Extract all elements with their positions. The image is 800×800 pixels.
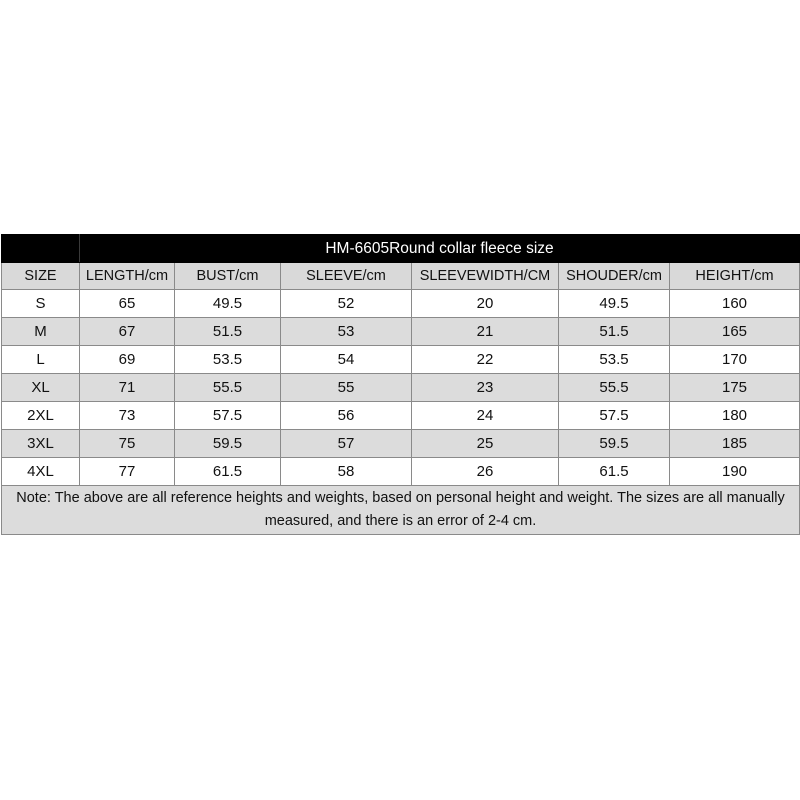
table-row xyxy=(2,402,800,430)
cell-bust: 57.5 xyxy=(175,402,281,430)
header-sleeve: SLEEVE/cm xyxy=(281,263,412,290)
header-row xyxy=(2,263,800,290)
cell-sleeve: 53 xyxy=(281,318,412,346)
cell-shoulder: 53.5 xyxy=(559,346,670,374)
cell-shoulder: 49.5 xyxy=(559,290,670,318)
cell-bust: 59.5 xyxy=(175,430,281,458)
cell-shoulder: 59.5 xyxy=(559,430,670,458)
cell-length: 77 xyxy=(80,458,175,486)
cell-sleeve: 58 xyxy=(281,458,412,486)
cell-bust: 53.5 xyxy=(175,346,281,374)
cell-shoulder: 57.5 xyxy=(559,402,670,430)
cell-height: 165 xyxy=(670,318,800,346)
cell-height: 180 xyxy=(670,402,800,430)
cell-bust: 55.5 xyxy=(175,374,281,402)
cell-sleeve-width: 25 xyxy=(412,430,559,458)
table-row xyxy=(2,458,800,486)
header-shoulder: SHOUDER/cm xyxy=(559,263,670,290)
header-sleeve-width: SLEEVEWIDTH/CM xyxy=(412,263,559,290)
title-row xyxy=(2,235,800,263)
cell-size: 2XL xyxy=(2,402,80,430)
cell-size: 3XL xyxy=(2,430,80,458)
table-title: HM-6605Round collar fleece size xyxy=(80,235,800,263)
cell-height: 160 xyxy=(670,290,800,318)
cell-size: 4XL xyxy=(2,458,80,486)
cell-height: 190 xyxy=(670,458,800,486)
cell-height: 185 xyxy=(670,430,800,458)
cell-length: 67 xyxy=(80,318,175,346)
title-spacer-cell xyxy=(2,235,80,263)
table-row xyxy=(2,346,800,374)
cell-bust: 61.5 xyxy=(175,458,281,486)
cell-sleeve-width: 24 xyxy=(412,402,559,430)
cell-sleeve: 55 xyxy=(281,374,412,402)
table-row xyxy=(2,290,800,318)
cell-length: 73 xyxy=(80,402,175,430)
cell-length: 75 xyxy=(80,430,175,458)
cell-size: S xyxy=(2,290,80,318)
note-text: Note: The above are all reference heights and weights, based on personal height and weight. The sizes are all manually measured, and there is an error of 2-4 cm. xyxy=(2,486,800,535)
cell-shoulder: 51.5 xyxy=(559,318,670,346)
cell-bust: 49.5 xyxy=(175,290,281,318)
cell-sleeve: 54 xyxy=(281,346,412,374)
cell-sleeve: 52 xyxy=(281,290,412,318)
cell-bust: 51.5 xyxy=(175,318,281,346)
table-row xyxy=(2,374,800,402)
cell-length: 71 xyxy=(80,374,175,402)
size-chart-table xyxy=(1,234,800,535)
table-row xyxy=(2,318,800,346)
cell-sleeve-width: 23 xyxy=(412,374,559,402)
cell-sleeve: 57 xyxy=(281,430,412,458)
cell-sleeve-width: 26 xyxy=(412,458,559,486)
cell-sleeve-width: 20 xyxy=(412,290,559,318)
table-row xyxy=(2,430,800,458)
cell-shoulder: 55.5 xyxy=(559,374,670,402)
note-row xyxy=(2,486,800,535)
cell-height: 175 xyxy=(670,374,800,402)
cell-sleeve: 56 xyxy=(281,402,412,430)
header-bust: BUST/cm xyxy=(175,263,281,290)
header-size: SIZE xyxy=(2,263,80,290)
cell-shoulder: 61.5 xyxy=(559,458,670,486)
cell-sleeve-width: 22 xyxy=(412,346,559,374)
header-height: HEIGHT/cm xyxy=(670,263,800,290)
cell-height: 170 xyxy=(670,346,800,374)
cell-length: 69 xyxy=(80,346,175,374)
cell-size: XL xyxy=(2,374,80,402)
header-length: LENGTH/cm xyxy=(80,263,175,290)
cell-sleeve-width: 21 xyxy=(412,318,559,346)
cell-size: M xyxy=(2,318,80,346)
cell-length: 65 xyxy=(80,290,175,318)
cell-size: L xyxy=(2,346,80,374)
